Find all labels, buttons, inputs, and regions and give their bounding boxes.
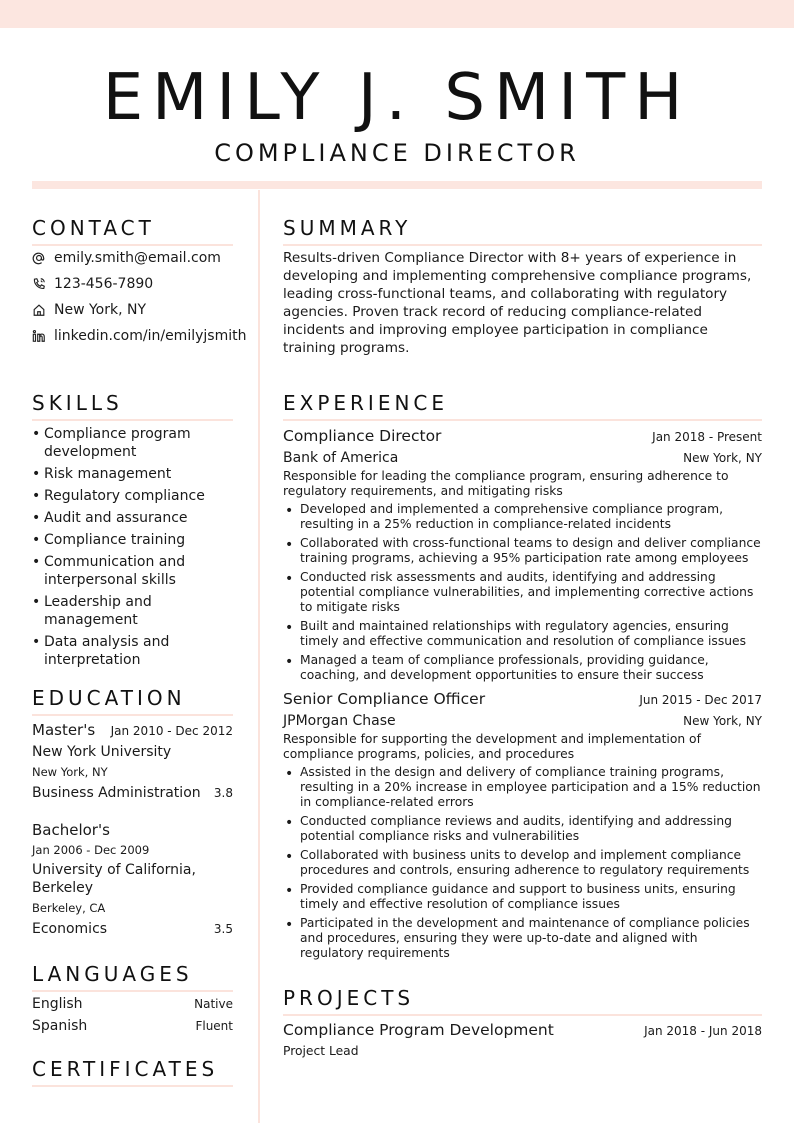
contact-phone-text: 123-456-7890 [54,276,154,292]
contact-email-text: emily.smith@email.com [54,250,221,266]
list-item: • Communication and interpersonal skills [32,553,242,589]
list-item: • Risk management [32,465,242,483]
list-item: • Collaborated with business units to develop and implement compliance procedures and controls, ensuring adherence to regulatory requirements [283,848,762,878]
certificates-heading: CERTIFICATES [32,1057,233,1087]
experience-heading: EXPERIENCE [283,391,762,421]
experience-entry-1 [283,426,762,687]
education-location: New York, NY [32,765,108,779]
projects-heading: PROJECTS [283,986,762,1016]
language-row [32,996,233,1012]
linkedin-icon [32,329,54,343]
list-item: • Regulatory compliance [32,487,242,505]
candidate-role: COMPLIANCE DIRECTOR [214,139,580,167]
education-heading: EDUCATION [32,686,233,716]
project-dates: Jan 2018 - Jun 2018 [644,1024,762,1038]
summary-text: Results-driven Compliance Director with 8+ years of experience in developing and implementing comprehensive compliance programs, leading cross-functional teams, and collaborating with regulatory agencies. Proven track record of reducing compliance-related incidents and improving employee participation in compliance training programs. [283,250,752,356]
education-gpa: 3.8 [213,786,233,800]
skills-heading: SKILLS [32,391,233,421]
list-item: • Audit and assurance [32,509,242,527]
education-dates: Jan 2010 - Dec 2012 [110,724,233,738]
contact-linkedin[interactable] [32,326,258,346]
education-location: Berkeley, CA [32,901,106,915]
contact-phone[interactable] [32,274,258,294]
education-entry-masters [32,720,233,802]
candidate-name: EMILY J. SMITH [102,61,692,135]
job-dates: Jan 2018 - Present [652,430,762,444]
language-level: Fluent [195,1019,233,1033]
project-role: Project Lead [283,1044,359,1058]
job-company: Bank of America [283,450,399,466]
education-gpa: 3.5 [213,922,233,936]
job-title: Senior Compliance Officer [283,690,486,708]
education-school: New York University [32,744,172,760]
languages-heading: LANGUAGES [32,962,233,992]
list-item: • Provided compliance guidance and support to business units, ensuring timely and effective resolution of compliance issues [283,882,762,912]
contact-linkedin-text: linkedin.com/in/emilyjsmith [54,328,247,344]
summary-heading: SUMMARY [283,216,762,246]
column-divider [258,190,260,1123]
job-location: New York, NY [683,714,762,728]
education-school: University of California, Berkeley [32,862,196,896]
education-degree: Bachelor's [32,821,110,839]
home-icon [32,303,54,317]
list-item: • Conducted compliance reviews and audits, identifying and addressing potential compliance risks and vulnerabilities [283,814,762,844]
education-field: Economics [32,921,108,937]
language-row [32,1018,233,1034]
list-item: • Participated in the development and maintenance of compliance policies and procedures, ensuring they were up-to-date and aligned with regulatory requirements [283,916,762,961]
job-description: Responsible for supporting the development and implementation of compliance programs, policies, and procedures [283,732,701,761]
list-item: • Compliance program development [32,425,242,461]
education-entry-bachelors [32,820,233,938]
header-divider [32,181,762,189]
top-accent-band [0,0,794,28]
list-item: • Leadership and management [32,593,242,629]
job-title: Compliance Director [283,427,442,445]
experience-entry-2 [283,689,762,965]
job-dates: Jun 2015 - Dec 2017 [639,693,762,707]
job-bullets [283,502,762,683]
language-name: English [32,996,83,1012]
project-title: Compliance Program Development [283,1021,554,1039]
list-item: • Managed a team of compliance professionals, providing guidance, coaching, and development opportunities to ensure their success [283,653,762,683]
education-degree: Master's [32,721,96,739]
list-item: • Data analysis and interpretation [32,633,242,669]
list-item: • Developed and implemented a comprehensive compliance program, resulting in a 25% reduction in compliance-related incidents [283,502,762,532]
job-company: JPMorgan Chase [283,713,396,729]
education-field: Business Administration [32,785,201,801]
education-dates: Jan 2006 - Dec 2009 [32,843,150,857]
job-location: New York, NY [683,451,762,465]
project-entry [283,1020,762,1058]
list-item: • Collaborated with cross-functional teams to design and deliver compliance training programs, achieving a 95% participation rate among employees [283,536,762,566]
language-level: Native [194,997,233,1011]
contact-heading: CONTACT [32,216,233,246]
contact-location-text: New York, NY [54,302,147,318]
job-description: Responsible for leading the compliance program, ensuring adherence to regulatory requirements, and mitigating risks [283,469,729,498]
job-bullets [283,765,762,961]
language-name: Spanish [32,1018,88,1034]
at-icon [32,251,54,265]
phone-icon [32,277,54,291]
list-item: • Conducted risk assessments and audits, identifying and addressing potential compliance vulnerabilities, and implementing corrective actions to mitigate risks [283,570,762,615]
list-item: • Assisted in the design and delivery of compliance training programs, resulting in a 20% increase in employee participation and a 15% reduction in compliance-related errors [283,765,762,810]
contact-email[interactable] [32,248,258,268]
list-item: • Compliance training [32,531,242,549]
skills-list [32,425,242,673]
contact-location [32,300,258,320]
list-item: • Built and maintained relationships with regulatory agencies, ensuring timely and effective communication and resolution of compliance issues [283,619,762,649]
